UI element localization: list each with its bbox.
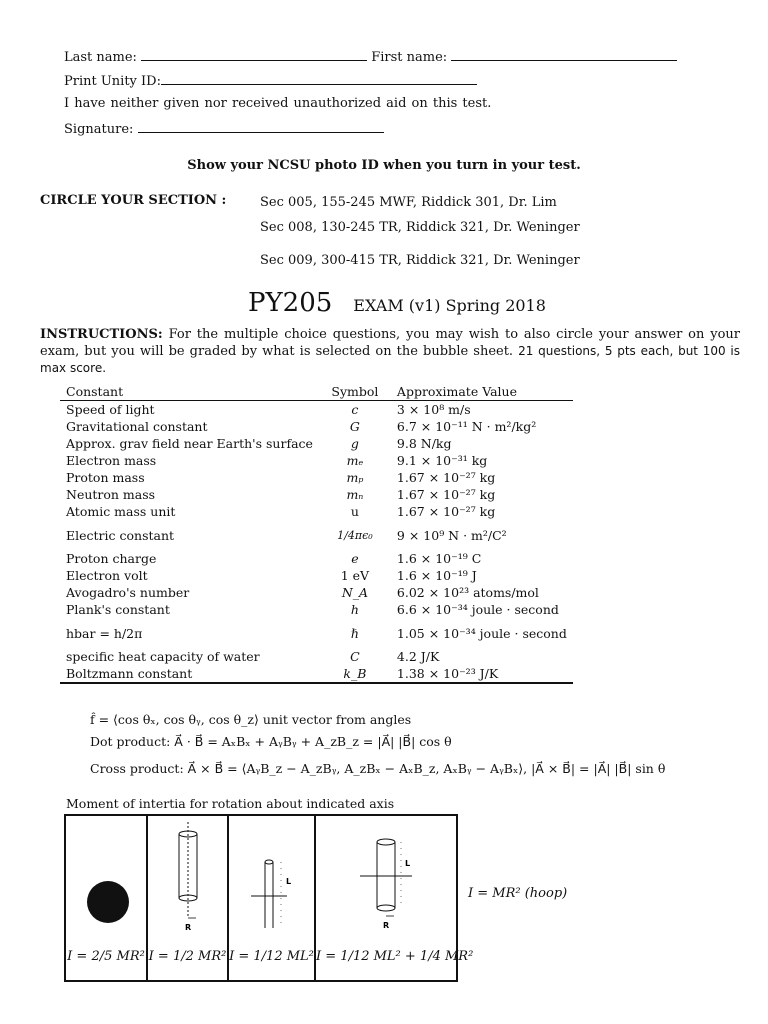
scoring-note: 21 questions, 5 pts each, but 100 is max score. — [40, 344, 741, 375]
const-name: Atomic mass unit — [66, 504, 176, 519]
transverse-length-label: L — [405, 859, 411, 868]
table-row — [60, 567, 573, 584]
table-row — [60, 418, 573, 435]
signature-row — [64, 120, 384, 137]
const-symbol: u — [350, 504, 359, 519]
const-symbol: mₙ — [346, 487, 364, 502]
table-row — [60, 584, 573, 601]
header-constant: Constant — [66, 384, 124, 399]
transverse-radius-label: R — [383, 921, 390, 930]
const-name: Electron volt — [66, 568, 148, 583]
rod-formula: I = 1/12 ML² — [229, 949, 314, 964]
table-row — [60, 452, 573, 469]
const-value: 1.67 × 10⁻²⁷ kg — [396, 504, 496, 519]
signature-field[interactable] — [138, 120, 384, 133]
const-value: 9.1 × 10⁻³¹ kg — [396, 453, 488, 468]
const-name: Plank's constant — [66, 602, 170, 617]
const-symbol: mₑ — [346, 453, 364, 468]
table-row — [60, 648, 573, 665]
const-name: Avogadro's number — [66, 585, 190, 600]
const-symbol: k_B — [343, 666, 367, 681]
last-name-row — [64, 48, 677, 65]
unity-label: Print Unity ID: — [64, 74, 161, 89]
transverse-cylinder-icon — [316, 836, 456, 956]
const-name: Proton mass — [66, 470, 145, 485]
course-code: PY205 — [248, 288, 333, 318]
transverse-cylinder-formula: I = 1/12 ML² + 1/4 MR² — [316, 949, 474, 964]
const-name: specific heat capacity of water — [66, 649, 260, 664]
const-name: Approx. grav field near Earth's surface — [66, 436, 313, 451]
first-name-field[interactable] — [451, 48, 677, 61]
table-row — [60, 401, 573, 419]
table-row — [60, 435, 573, 452]
const-value: 3 × 10⁸ m/s — [396, 402, 471, 417]
const-value: 1.6 × 10⁻¹⁹ C — [396, 551, 482, 566]
last-name-field[interactable] — [141, 48, 367, 61]
cylinder-icon — [148, 818, 228, 938]
header-value: Approximate Value — [396, 384, 517, 399]
unit-vector-formula: f̂ = ⟨cos θₓ, cos θᵧ, cos θ_z⟩ unit vector from angles — [90, 712, 412, 727]
rod-length-label: L — [286, 877, 292, 886]
const-name: Gravitational constant — [66, 419, 208, 434]
const-name: Proton charge — [66, 551, 157, 566]
const-symbol: c — [351, 402, 359, 417]
instructions — [40, 326, 740, 377]
const-symbol: 1 eV — [340, 568, 370, 583]
table-row — [60, 503, 573, 520]
table-row — [60, 550, 573, 567]
hoop-formula: I = MR² (hoop) — [468, 886, 568, 901]
unity-row — [64, 72, 477, 89]
moi-cell-cylinder-transverse — [316, 816, 474, 980]
const-value: 6.7 × 10⁻¹¹ N · m²/kg² — [396, 419, 537, 434]
section-option-009[interactable]: Sec 009, 300-415 TR, Riddick 321, Dr. Weninger — [260, 253, 580, 268]
const-value: 4.2 J/K — [396, 649, 440, 664]
moi-cell-cylinder — [148, 816, 229, 980]
const-value: 1.67 × 10⁻²⁷ kg — [396, 470, 496, 485]
section-option-005[interactable]: Sec 005, 155-245 MWF, Riddick 301, Dr. Lim — [260, 195, 557, 210]
instructions-text: For the multiple choice questions, you may wish to also circle your answer on your exam, but you will be graded by what is selected on the bubble sheet. — [40, 327, 741, 359]
moi-caption: Moment of intertia for rotation about indicated axis — [66, 796, 395, 811]
const-value: 1.67 × 10⁻²⁷ kg — [396, 487, 496, 502]
table-row — [60, 469, 573, 486]
signature-label: Signature: — [64, 122, 134, 137]
honor-statement: I have neither given nor received unauthorized aid on this test. — [64, 96, 492, 111]
header-symbol: Symbol — [331, 384, 379, 399]
unity-id-field[interactable] — [161, 72, 477, 85]
table-row — [60, 520, 573, 550]
const-symbol: C — [350, 649, 360, 664]
table-header-row — [60, 383, 573, 401]
first-name-label: First name: — [371, 50, 448, 65]
cylinder-formula: I = 1/2 MR² — [148, 949, 227, 964]
const-value: 1.38 × 10⁻²³ J/K — [396, 666, 499, 681]
section-option-008[interactable]: Sec 008, 130-245 TR, Riddick 321, Dr. Weninger — [260, 220, 580, 235]
exam-title — [248, 288, 546, 318]
const-symbol: ℏ — [350, 625, 359, 641]
cross-product-formula: Cross product: A⃗ × B⃗ = ⟨AᵧB_z − A_zBᵧ, A_zBₓ − AₓB_z, AₓBᵧ − AᵧBₓ⟩, |A⃗ × B⃗| = |A⃗| |B⃗| sin θ — [90, 761, 666, 776]
moi-grid — [64, 814, 474, 982]
const-symbol: G — [349, 419, 360, 434]
const-value: 9.8 N/kg — [396, 436, 452, 451]
const-name: Boltzmann constant — [66, 666, 193, 681]
table-row — [60, 486, 573, 503]
const-symbol: mₚ — [346, 470, 364, 485]
section-label: CIRCLE YOUR SECTION : — [40, 193, 227, 208]
const-value: 1.05 × 10⁻³⁴ joule · second — [396, 625, 567, 641]
last-name-label: Last name: — [64, 50, 137, 65]
const-value: 9 × 10⁹ N · m²/C² — [396, 527, 507, 543]
const-symbol: g — [350, 436, 359, 451]
const-name: Speed of light — [66, 402, 155, 417]
const-name: hbar = h/2π — [66, 625, 143, 641]
const-symbol: h — [350, 602, 359, 617]
exam-name: EXAM (v1) Spring 2018 — [353, 296, 546, 315]
const-symbol: N_A — [341, 585, 369, 600]
const-value: 6.02 × 10²³ atoms/mol — [396, 585, 539, 600]
sphere-icon — [66, 830, 146, 950]
constants-table — [60, 383, 573, 684]
moi-cell-rod — [229, 816, 316, 980]
const-value: 1.6 × 10⁻¹⁹ J — [396, 568, 477, 583]
const-name: Electric constant — [66, 527, 175, 543]
cylinder-radius-label: R — [185, 923, 192, 932]
table-row — [60, 618, 573, 648]
sphere-formula: I = 2/5 MR² — [67, 949, 145, 964]
moi-cell-sphere — [66, 816, 148, 980]
photo-id-notice: Show your NCSU photo ID when you turn in your test. — [187, 158, 581, 173]
const-name: Electron mass — [66, 453, 157, 468]
table-row — [60, 601, 573, 618]
table-row — [60, 665, 573, 683]
const-value: 6.6 × 10⁻³⁴ joule · second — [396, 602, 559, 617]
dot-product-formula: Dot product: A⃗ · B⃗ = AₓBₓ + AᵧBᵧ + A_zB_z = |A⃗| |B⃗| cos θ — [90, 734, 452, 749]
const-symbol: 1/4πϵ₀ — [337, 528, 373, 542]
instructions-label: INSTRUCTIONS: — [40, 327, 163, 342]
const-name: Neutron mass — [66, 487, 156, 502]
const-symbol: e — [351, 551, 359, 566]
constants-table-wrap — [60, 383, 573, 684]
